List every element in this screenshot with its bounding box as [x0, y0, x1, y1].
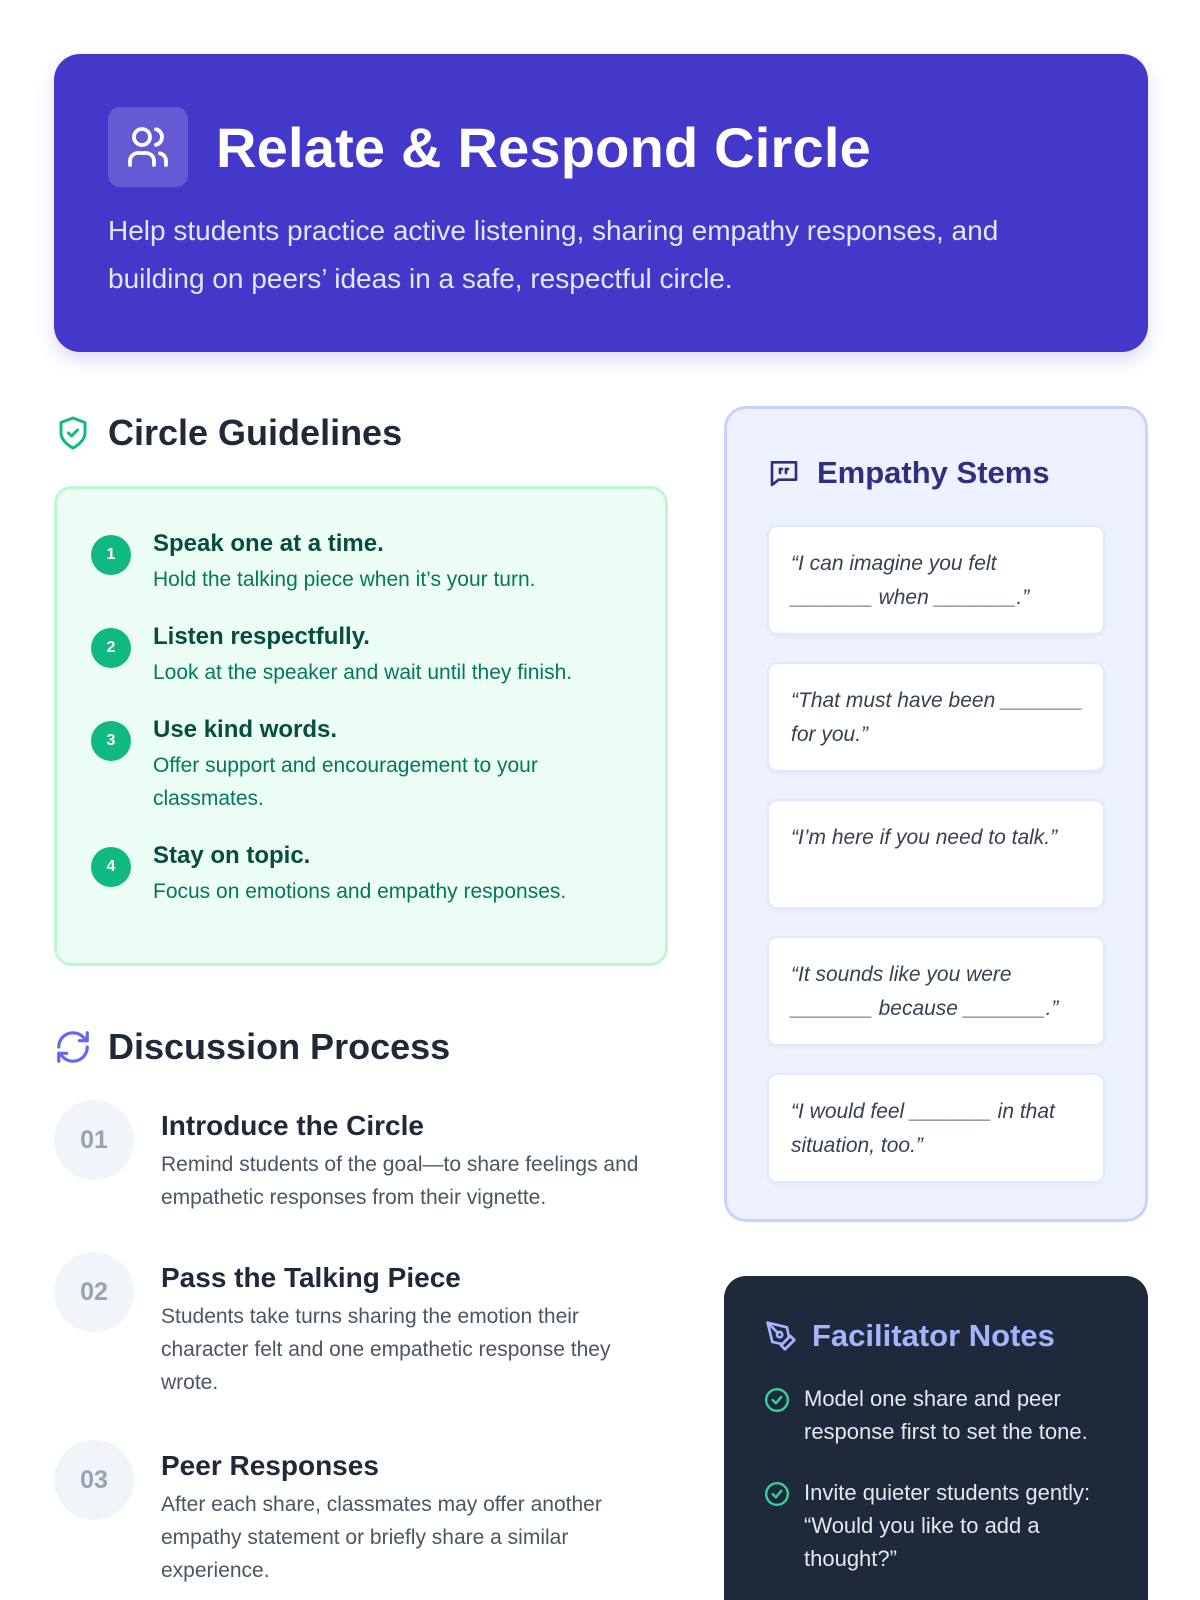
- note-item: [764, 1476, 1108, 1575]
- guidelines-card: [54, 486, 668, 966]
- guideline-description: Focus on emotions and empathy responses.: [153, 880, 567, 903]
- guideline-description: Offer support and encouragement to your classmates.: [153, 754, 538, 810]
- step-title: Introduce the Circle: [161, 1110, 424, 1141]
- step-description: Remind students of the goal—to share feelings and empathetic responses from their vignette.: [161, 1153, 639, 1209]
- hero-banner: [54, 54, 1148, 352]
- stem-card: “I would feel _______ in that situation, too.”: [767, 1073, 1105, 1183]
- process-heading: [54, 1026, 450, 1068]
- guidelines-title: Circle Guidelines: [108, 412, 403, 453]
- quote-message-icon: [767, 456, 801, 490]
- guideline-title: Listen respectfully.: [153, 623, 370, 650]
- guideline-number: 1: [91, 535, 131, 575]
- guideline-number: 4: [91, 847, 131, 887]
- stems-title: Empathy Stems: [817, 455, 1050, 490]
- stem-card: “I can imagine you felt _______ when _______.”: [767, 525, 1105, 635]
- guidelines-heading: [54, 412, 402, 454]
- page-title: Relate & Respond Circle: [216, 115, 871, 179]
- step-description: After each share, classmates may offer another empathy statement or briefly share a similar experience.: [161, 1493, 602, 1582]
- step-number: 01: [54, 1100, 134, 1180]
- step-title: Pass the Talking Piece: [161, 1262, 461, 1293]
- guideline-title: Stay on topic.: [153, 842, 311, 869]
- note-text: Invite quieter students gently: “Would you like to add a thought?”: [804, 1480, 1091, 1571]
- step-number: 03: [54, 1440, 134, 1520]
- step-number: 02: [54, 1252, 134, 1332]
- check-circle-icon: [764, 1481, 790, 1507]
- hero-header: [108, 107, 1094, 187]
- step-title: Peer Responses: [161, 1450, 379, 1481]
- notes-heading: [764, 1318, 1108, 1354]
- guideline-title: Speak one at a time.: [153, 530, 384, 557]
- guideline-number: 2: [91, 628, 131, 668]
- users-icon: [108, 107, 188, 187]
- check-circle-icon: [764, 1387, 790, 1413]
- guideline-description: Hold the talking piece when it’s your turn.: [153, 568, 536, 591]
- facilitator-notes-card: [724, 1276, 1148, 1600]
- stem-card: “I’m here if you need to talk.”: [767, 799, 1105, 909]
- stems-heading: [767, 455, 1105, 491]
- guideline-number: 3: [91, 721, 131, 761]
- shield-check-icon: [54, 414, 92, 452]
- refresh-icon: [54, 1028, 92, 1066]
- stem-card: “That must have been _______ for you.”: [767, 662, 1105, 772]
- note-item: [764, 1382, 1108, 1448]
- step-description: Students take turns sharing the emotion their character felt and one empathetic response they wrote.: [161, 1305, 611, 1394]
- empathy-stems-card: [724, 406, 1148, 1222]
- process-title: Discussion Process: [108, 1026, 451, 1067]
- guideline-item: [91, 839, 635, 908]
- guideline-item: [91, 620, 635, 689]
- stem-card: “It sounds like you were _______ because _______.”: [767, 936, 1105, 1046]
- guideline-title: Use kind words.: [153, 716, 338, 743]
- pen-tool-icon: [764, 1319, 798, 1353]
- guideline-item: [91, 713, 635, 815]
- guideline-description: Look at the speaker and wait until they finish.: [153, 661, 573, 684]
- page-description: Help students practice active listening, sharing empathy responses, and building on peers’ ideas in a safe, respectful circle.: [108, 215, 999, 294]
- guideline-item: [91, 527, 635, 596]
- note-text: Model one share and peer response first to set the tone.: [804, 1386, 1088, 1444]
- notes-title: Facilitator Notes: [812, 1318, 1055, 1353]
